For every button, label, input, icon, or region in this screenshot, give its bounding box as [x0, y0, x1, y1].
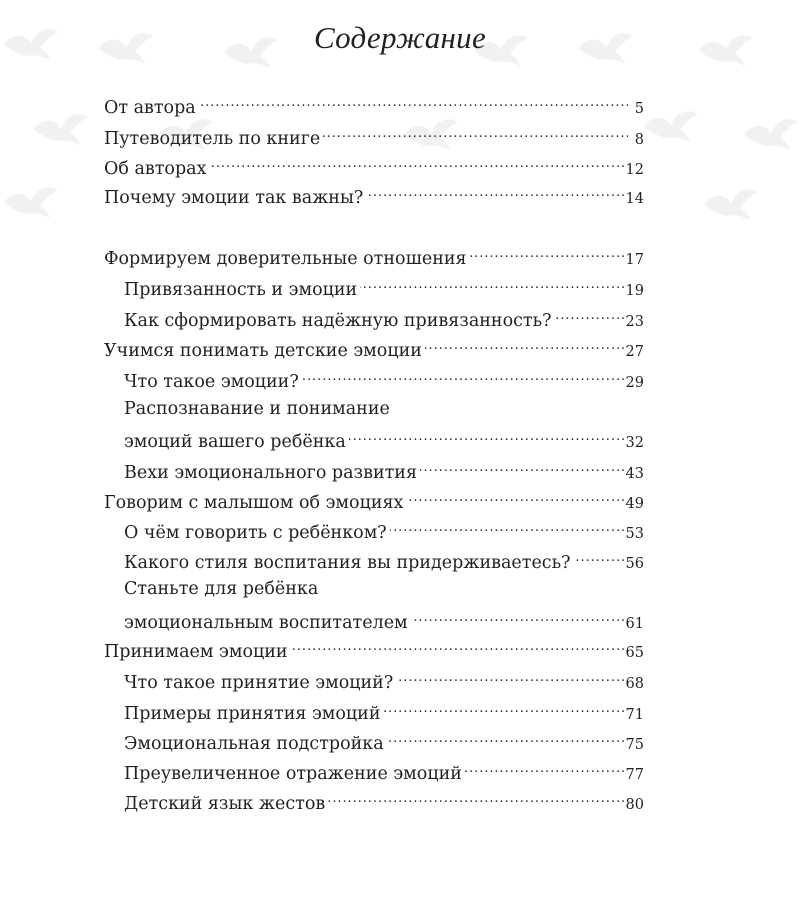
toc-entry-label: Почему эмоции так важны?	[104, 188, 364, 208]
toc-entry-label: От автора	[104, 98, 196, 118]
toc-page-number: 75	[625, 737, 644, 753]
toc-page-number: 23	[625, 314, 644, 330]
dot-leader	[209, 154, 623, 174]
toc-subentry[interactable]	[124, 699, 644, 727]
toc-entry-label: Принимаем эмоции	[104, 642, 288, 662]
toc-page-number: 49	[625, 496, 644, 512]
toc-page-number: 80	[625, 797, 644, 813]
dove-icon	[0, 180, 62, 222]
toc-subentry[interactable]	[124, 306, 644, 334]
dot-leader	[411, 608, 624, 628]
dove-icon	[640, 104, 702, 146]
dot-leader	[390, 518, 624, 538]
toc-page-number: 61	[625, 616, 644, 632]
dove-icon	[700, 182, 762, 224]
toc-page-number: 8	[634, 132, 644, 148]
toc-entry[interactable]	[104, 93, 644, 121]
toc-page-number: 65	[625, 645, 644, 661]
dot-leader	[387, 729, 624, 749]
toc-entry[interactable]	[104, 124, 644, 152]
toc-entry-label: Что такое принятие эмоций?	[124, 673, 394, 693]
dot-leader	[555, 306, 624, 326]
dot-leader	[384, 699, 624, 719]
dot-leader	[465, 759, 624, 779]
toc-entry-label: Формируем доверительные отношения	[104, 249, 467, 269]
toc-entry-label: эмоций вашего ребёнка	[124, 432, 346, 452]
dove-icon	[740, 112, 800, 154]
dot-leader	[470, 244, 624, 264]
dot-leader	[291, 637, 624, 657]
toc-subentry[interactable]	[124, 275, 644, 303]
toc-page-number: 12	[625, 162, 644, 178]
toc-page-number: 5	[634, 101, 644, 117]
toc-entry[interactable]	[104, 183, 644, 211]
dot-leader	[574, 548, 624, 568]
toc-entry[interactable]	[104, 637, 644, 665]
toc-page-number: 19	[625, 283, 644, 299]
toc-entry[interactable]	[104, 336, 644, 364]
toc-entry-label: Какого стиля воспитания вы придерживаетесь?	[124, 553, 571, 573]
toc-page-number: 29	[625, 375, 644, 391]
toc-entry-label: Учимся понимать детские эмоции	[104, 341, 422, 361]
toc-page-number: 53	[625, 526, 644, 542]
dot-leader	[328, 789, 623, 809]
toc-entry-label: Привязанность и эмоции	[124, 280, 358, 300]
toc-entry-label: Об авторах	[104, 159, 207, 179]
toc-page-number: 27	[625, 344, 644, 360]
toc-subentry[interactable]	[124, 729, 644, 757]
dot-leader	[323, 124, 628, 144]
toc-entry-label-first-line: Станьте для ребёнка	[124, 579, 319, 599]
toc-entry-label: Вехи эмоционального развития	[124, 463, 418, 483]
dove-icon	[30, 107, 92, 149]
toc-subentry[interactable]	[124, 518, 644, 546]
dot-leader	[302, 367, 624, 387]
dot-leader	[396, 668, 623, 688]
toc-entry-label: О чём говорить с ребёнком?	[124, 523, 387, 543]
toc-entry-label: Говорим с малышом об эмоциях	[104, 493, 404, 513]
toc-subentry[interactable]	[124, 427, 644, 455]
dot-leader	[199, 93, 628, 113]
toc-entry[interactable]	[104, 244, 644, 272]
toc-entry[interactable]	[104, 488, 644, 516]
dot-leader	[420, 458, 624, 478]
toc-subentry[interactable]	[124, 458, 644, 486]
toc-page-number: 71	[625, 707, 644, 723]
toc-page-number: 14	[625, 191, 644, 207]
toc-entry-label: Примеры принятия эмоций	[124, 704, 381, 724]
toc-entry-label: Преувеличенное отражение эмоций	[124, 764, 462, 784]
toc-entry-label-first-line: Распознавание и понимание	[124, 399, 390, 419]
dot-leader	[360, 275, 623, 295]
toc-subentry[interactable]	[124, 548, 644, 576]
toc-page-number: 43	[625, 466, 644, 482]
toc-subentry[interactable]	[124, 668, 644, 696]
page-title: Содержание	[313, 20, 487, 55]
toc-page-number: 68	[625, 676, 644, 692]
toc-entry-label: Путеводитель по книге	[104, 129, 321, 149]
toc-subentry[interactable]	[124, 367, 644, 395]
toc-entry-label: Эмоциональная подстройка	[124, 734, 384, 754]
toc-entry-label: Что такое эмоции?	[124, 372, 299, 392]
toc-page-number: 32	[625, 435, 644, 451]
toc-entry-label: эмоциональным воспитателем	[124, 613, 408, 633]
dot-leader	[349, 427, 624, 447]
dot-leader	[425, 336, 624, 356]
toc-entry-label: Как сформировать надёжную привязанность?	[124, 311, 552, 331]
toc-subentry[interactable]	[124, 759, 644, 787]
toc-subentry[interactable]	[124, 789, 644, 817]
toc-page-number: 77	[625, 767, 644, 783]
toc-page-number: 56	[625, 556, 644, 572]
dot-leader	[406, 488, 623, 508]
toc-entry[interactable]	[104, 154, 644, 182]
toc-page-number: 17	[625, 252, 644, 268]
dot-leader	[366, 183, 623, 203]
toc-entry-label: Детский язык жестов	[124, 794, 326, 814]
toc-subentry[interactable]	[124, 608, 644, 636]
